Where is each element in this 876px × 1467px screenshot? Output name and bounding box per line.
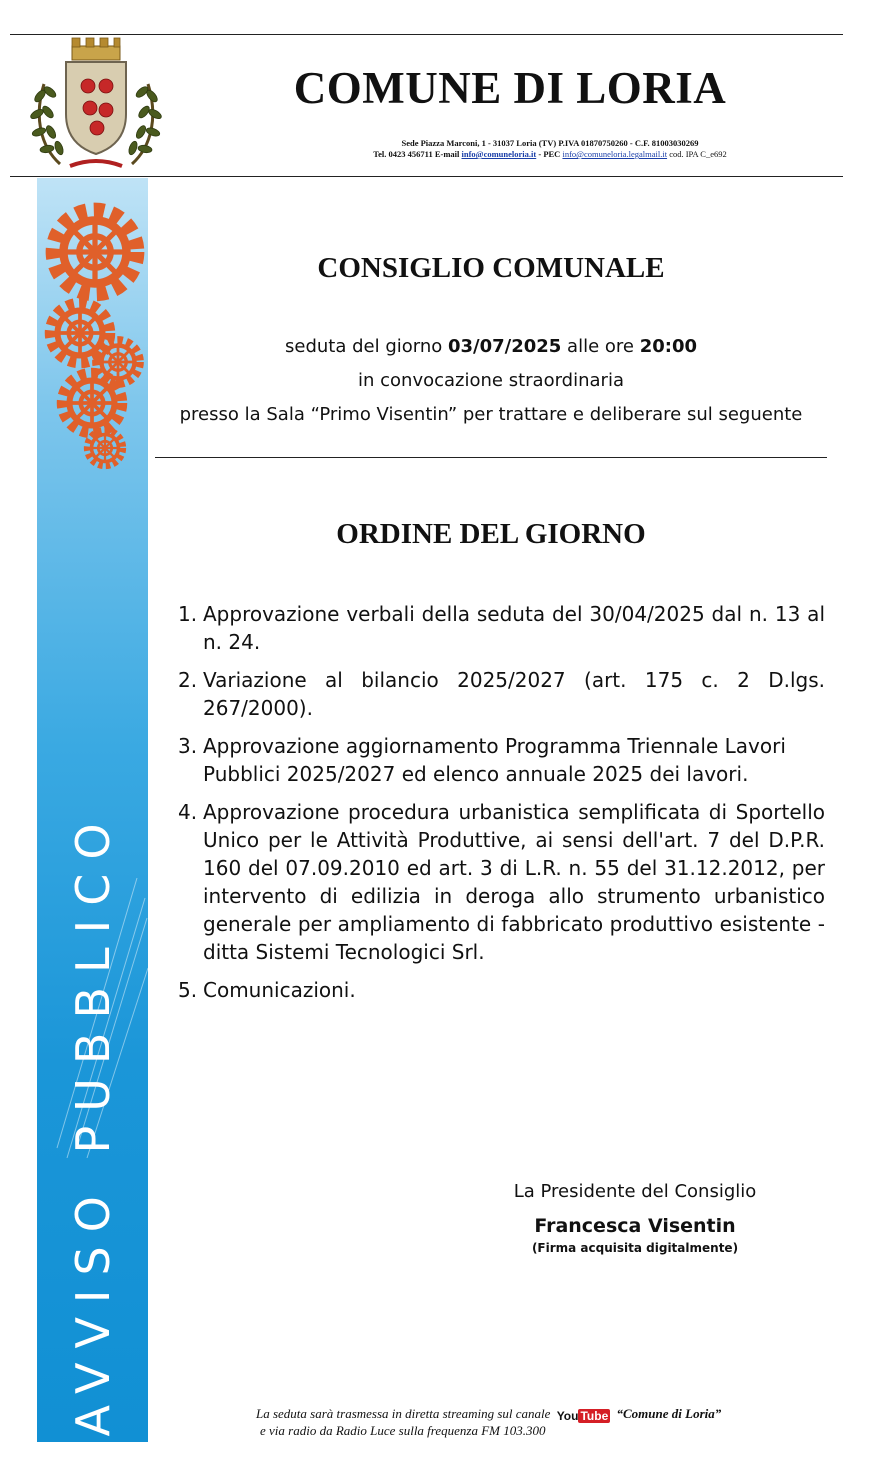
email-link[interactable]: info@comuneloria.it xyxy=(461,149,537,159)
youtube-icon xyxy=(557,1409,611,1423)
streaming-note xyxy=(256,1406,721,1423)
session-date: 03/07/2025 xyxy=(447,336,562,357)
agenda-item-text: Approvazione verbali della seduta del 30/04/2025 dal n. 13 al n. 24. xyxy=(203,602,825,654)
pec-label: - PEC xyxy=(536,149,561,159)
contact-line xyxy=(290,149,810,159)
agenda-title: ORDINE DEL GIORNO xyxy=(336,518,646,550)
agenda-item xyxy=(178,600,825,656)
address-line: Sede Piazza Marconi, 1 - 31037 Loria (TV) P.IVA 01870750260 - C.F. 81003030269 xyxy=(401,138,699,148)
agenda-item-number: 2. xyxy=(178,668,198,692)
radio-note: e via radio da Radio Luce sulla frequenza FM 103.300 xyxy=(260,1423,546,1438)
header-bottom-rule xyxy=(10,176,843,177)
coat-of-arms-icon xyxy=(30,36,162,174)
header-top-rule xyxy=(10,34,843,35)
youtube-tube: Tube xyxy=(580,1409,609,1423)
agenda-item-number: 4. xyxy=(178,800,198,824)
streaming-text: La seduta sarà trasmessa in diretta streaming sul canale xyxy=(256,1406,551,1421)
session-mid: alle ore xyxy=(561,336,640,357)
agenda-item-number: 3. xyxy=(178,734,198,758)
agenda-item xyxy=(178,666,825,722)
channel-name: “Comune di Loria” xyxy=(616,1406,722,1421)
agenda-item-number: 5. xyxy=(178,978,198,1002)
council-title: CONSIGLIO COMUNALE xyxy=(317,252,665,284)
convocation-line: in convocazione straordinaria xyxy=(358,370,624,391)
municipality-title: COMUNE DI LORIA xyxy=(293,63,727,113)
agenda-item xyxy=(178,976,825,1004)
pec-link[interactable]: info@comuneloria.legalmail.it xyxy=(562,149,668,159)
signatory-name: Francesca Visentin xyxy=(534,1215,736,1237)
agenda-item-text: Variazione al bilancio 2025/2027 (art. 175 c. 2 D.lgs. 267/2000). xyxy=(203,668,825,720)
agenda-item xyxy=(178,798,825,966)
sidebar-title: AVVISO PUBBLICO xyxy=(66,809,120,1437)
agenda-item-text: Comunicazioni. xyxy=(203,978,356,1002)
section-divider xyxy=(155,457,827,458)
phone-text: Tel. 0423 456711 E-mail xyxy=(373,149,460,159)
signatory-role: La Presidente del Consiglio xyxy=(513,1181,757,1202)
agenda-item xyxy=(178,732,825,788)
agenda-list xyxy=(178,600,825,1014)
notice-sidebar xyxy=(37,178,148,1442)
venue-line: presso la Sala “Primo Visentin” per trattare e deliberare sul seguente xyxy=(179,404,803,425)
agenda-item-text: Approvazione procedura urbanistica semplificata di Sportello Unico per le Attività Produttive, ai sensi dell'art. 7 del D.P.R. 160 del 07.09.2010 ed art. 3 di L.R. n. 55 del 31.12.2012, per intervento di edilizia in deroga allo strumento urbanistico generale per ampliamento di fabbricato produttivo esistente - ditta Sistemi Tecnologici Srl. xyxy=(203,800,825,964)
ipa-code: cod. IPA C_e692 xyxy=(667,149,727,159)
session-line xyxy=(155,336,827,357)
agenda-item-number: 1. xyxy=(178,602,198,626)
agenda-item-text: Approvazione aggiornamento Programma Triennale Lavori Pubblici 2025/2027 ed elenco annuale 2025 dei lavori. xyxy=(203,734,786,786)
session-prefix: seduta del giorno xyxy=(285,336,448,357)
youtube-you: You xyxy=(556,1409,579,1423)
session-time: 20:00 xyxy=(639,336,697,357)
signature-note: (Firma acquisita digitalmente) xyxy=(531,1241,739,1255)
gears-icon xyxy=(37,178,148,478)
